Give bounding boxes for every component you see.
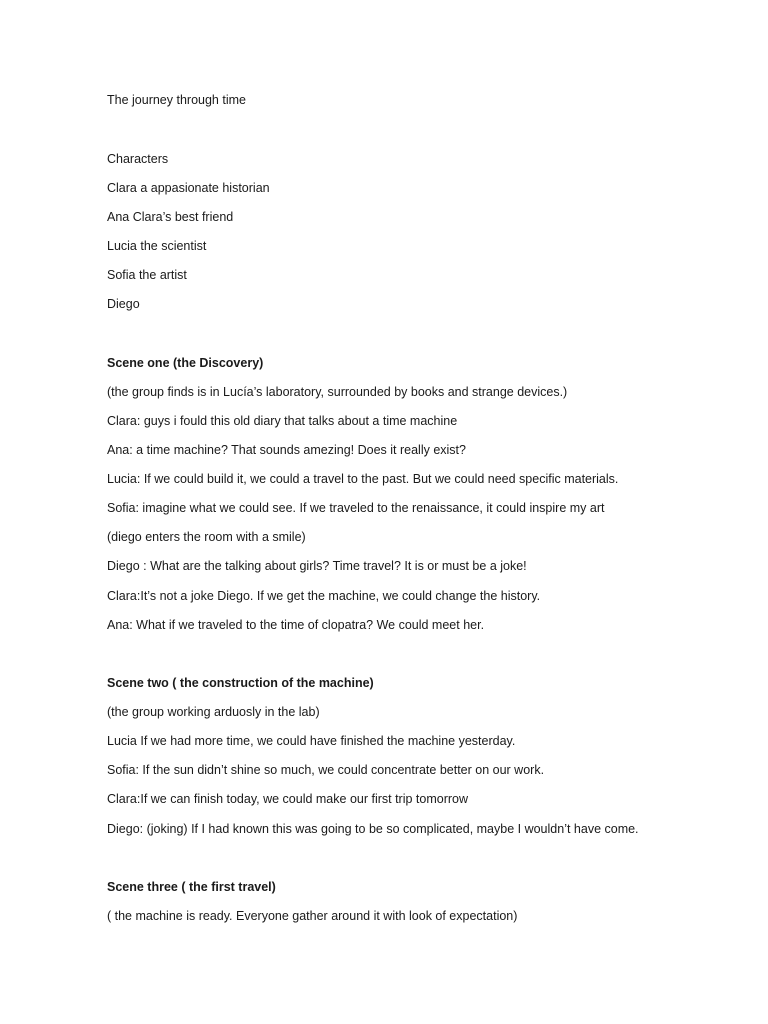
scene-one-line: Diego : What are the talking about girls? Time travel? It is or must be a joke! — [107, 559, 527, 573]
scene-one-line: Lucia: If we could build it, we could a travel to the past. But we could need specific materials. — [107, 472, 619, 486]
characters-heading: Characters — [107, 152, 169, 166]
scene-one-heading: Scene one (the Discovery) — [107, 356, 264, 370]
scene-two-line: Sofia: If the sun didn’t shine so much, we could concentrate better on our work. — [107, 763, 545, 777]
scene-two-line: Diego: (joking) If I had known this was going to be so complicated, maybe I wouldn’t have come. — [107, 822, 639, 836]
scene-one-line: Sofia: imagine what we could see. If we traveled to the renaissance, it could inspire my art — [107, 501, 605, 515]
scene-one-line: Clara:It’s not a joke Diego. If we get the machine, we could change the history. — [107, 589, 541, 603]
scene-two-line: (the group working arduosly in the lab) — [107, 705, 320, 719]
scene-two-line: Lucia If we had more time, we could have finished the machine yesterday. — [107, 734, 516, 748]
scene-one-line: Ana: What if we traveled to the time of clopatra? We could meet her. — [107, 618, 485, 632]
scene-one-line: Ana: a time machine? That sounds amezing! Does it really exist? — [107, 443, 466, 457]
scene-three-line: ( the machine is ready. Everyone gather around it with look of expectation) — [107, 909, 518, 923]
scene-two-heading: Scene two ( the construction of the machine) — [107, 676, 374, 690]
document-title: The journey through time — [107, 93, 246, 107]
scene-three-heading: Scene three ( the first travel) — [107, 880, 276, 894]
character-sofia: Sofia the artist — [107, 268, 187, 282]
scene-one-line: (the group finds is in Lucía’s laboratory, surrounded by books and strange devices.) — [107, 385, 568, 399]
character-lucia: Lucia the scientist — [107, 239, 207, 253]
scene-one-line: (diego enters the room with a smile) — [107, 530, 306, 544]
scene-two-line: Clara:If we can finish today, we could make our first trip tomorrow — [107, 792, 469, 806]
scene-one-line: Clara: guys i fould this old diary that talks about a time machine — [107, 414, 458, 428]
character-clara: Clara a appasionate historian — [107, 181, 270, 195]
character-ana: Ana Clara’s best friend — [107, 210, 234, 224]
character-diego: Diego — [107, 297, 140, 311]
